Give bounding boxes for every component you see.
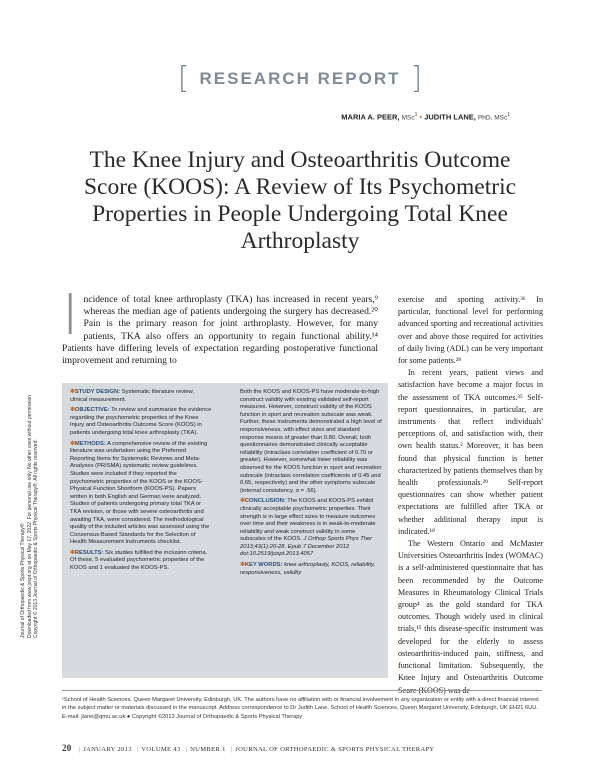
abstract-text: Systematic literature review, clinical measurement.: [70, 389, 194, 403]
abstract-text: A comprehensive review of the existing literature was undertaken using the Preferred Reporting Items for Systematic Reviews and Meta-Analyses (PRISMA) systematic review guidelines. Studies were included if they reported the psychometric properties of the KOOS or the KOOS-Physical Function Shortform (KOOS-PS). Papers written in both English and German were analyzed. Studies of patients undergoing primary total TKA or TKA revision, or those with severe osteoarthritis and awaiting TKA, were considered. The methodological quality of the included articles was assessed using the Consensus-Based Standards for the Selection of Health Measurement Instruments checklist.: [70, 440, 210, 546]
footer-number: NUMBER 1: [190, 746, 226, 753]
citation: J Orthop Sports Phys Ther 2013;43(1):20-28. Epub 7 December 2012. doi:10.2519/jospt.2013.4057: [240, 536, 373, 558]
author1-affiliation: 1: [414, 112, 418, 118]
section-header: [0, 62, 600, 96]
side-notice-line2: Downloaded from www.jospt.org at on May 17, 2022. For personal use only. No other uses without permission.: [26, 393, 33, 638]
footer-volume: VOLUME 43: [141, 746, 181, 753]
left-bracket: [: [177, 61, 190, 96]
abstract-left-column: [70, 389, 212, 576]
author-separator: •: [419, 112, 423, 122]
body-paragraph: The Western Ontario and McMaster Universities Osteoarthritis Index (WOMAC) is a self-administered questionnaire that has been recommended by the Outcome Measures in Rheumatology Clinical Trials group⁴ as the gold standard for TKA outcomes. Though widely used in clinical trials,¹⁵ this disease-specific instrument was developed for the elderly to assess osteoarthritis-induced pain, stiffness, and functional limitation. Subsequently, the Knee Injury and Osteoarthritis Outcome Score (KOOS) was de-: [398, 539, 543, 695]
footer-month: JANUARY 2013: [83, 746, 132, 753]
abstract-label: OBJECTIVE:: [74, 407, 110, 414]
abstract-results-continued: Both the KOOS and KOOS-PS have moderate-to-high construct validity with existing validated self-report measures. However, construct validity of the KOOS function in sport and recreation subscale was weak. Further, these instruments demonstrated a high level of responsiveness, with effect sizes and standard response means of greater than 0.80. Overall, both questionnaires demonstrated clinically acceptable reliability (intraclass correlation coefficient of 0.70 or greater). However, somewhat lower reliability was observed for the KOOS function in sport and recreation subscale (intraclass correlation coefficients of 0.45 and 0.65, respectively) and the other symptoms subscale (internal consistency, α = .56).: [240, 389, 382, 494]
abstract-section: ✱RESULTS: Six studies fulfilled the inclusion criteria. Of these, 5 evaluated psychometric properties of the KOOS and 1 evaluated the KOOS-PS.: [70, 549, 208, 572]
abstract-box: [62, 383, 388, 678]
abstract-section: ✱METHODS: A comprehensive review of the existing literature was undertaken using the Preferred Reporting Items for Systematic Reviews and Meta-Analyses (PRISMA) systematic review guidelines. Studies were included if they reported the psychometric properties of the KOOS or the KOOS-Physical Function Shortform (KOOS-PS). Papers written in both English and German were analyzed. Studies of patients undergoing primary total TKA or TKA revision, or those with severe osteoarthritis and awaiting TKA, were considered. The methodological quality of the included articles was assessed using the Consensus-Based Standards for the Selection of Health Measurement Instruments checklist.: [70, 440, 210, 546]
drop-cap: I: [62, 283, 79, 348]
body-paragraph: In recent years, patient views and satisfaction have become a major focus in the assessment of TKA outcomes.³⁵ Self-report questionnaires, in particular, are instruments that reflect individuals' perceptions of, and satisfaction with, their own health status.² Moreover, it has been found that physical function is better characterized by patients themselves than by health professionals.²⁹ Self-report questionnaires can show whether patient expectations are fulfilled after TKA or whether additional therapy input is indicated.¹⁸: [398, 368, 543, 536]
intro-text: ncidence of total knee arthroplasty (TKA) has increased in recent years,⁹ whereas the median age of patients undergoing the surgery has decreased.²⁰ Pain is the primary reason for joint arthroplasty. However, for many patients, TKA also offers an opportunity to regain functional ability.¹⁴ Patients have differing levels of expectation regarding postoperative functional improvement and returning to: [62, 294, 378, 367]
right-bracket: ]: [410, 61, 423, 96]
author2-name: JUDITH LANE,: [424, 112, 476, 122]
side-notice-line1: Journal of Orthopaedic & Sports Physical Therapy®: [20, 523, 26, 638]
abstract-keywords: ✱KEY WORDS: knee arthroplasty, KOOS, reliability, responsiveness, validity: [240, 562, 376, 576]
abstract-right-column: [240, 389, 382, 580]
abstract-text: To review and summarize the evidence regarding the psychometric properties of the Knee Injury and Osteoarthritis Outcome Score (KOOS) in patients undergoing total knee arthroplasty (TKA).: [70, 407, 212, 436]
abstract-text: Six studies fulfilled the inclusion criteria. Of these, 5 evaluated psychometric properties of the KOOS and 1 evaluated the KOOS-PS.: [70, 549, 208, 572]
body-right-column: [398, 294, 543, 697]
footnote-divider: [62, 690, 542, 691]
page-number: 20: [62, 743, 72, 753]
abstract-label: STUDY DESIGN:: [74, 389, 121, 395]
body-paragraph: exercise and sporting activity.³⁶ In particular, functional level for performing advanced sporting and recreational activities over and above those required for activities of daily living (ADL) can be very important for some patients.²⁸: [398, 295, 543, 366]
abstract-conclusion: ✱CONCLUSION: The KOOS and KOOS-PS exhibit clinically acceptable psychometric properties. Their strength is in large effect sizes to measure outcomes over time and their weakness is in weak-to-moderate reliability and weak construct validity in some subscales of the KOOS. J Orthop Sports Phys Ther 2013;43(1):20-28. Epub 7 December 2012. doi:10.2519/jospt.2013.4057: [240, 498, 376, 558]
abstract-label: RESULTS:: [74, 549, 104, 556]
footnote: ¹School of Health Sciences, Queen Margaret University, Edinburgh, UK. The authors have no affiliation with or financial involvement in any organization or entity with a direct financial interest in the subject matter or materials discussed in the manuscript. Address correspondence to Dr Judith Lane, School of Health Sciences, Queen Margaret University, Edinburgh, UK EH21 6UU. E-mail: jlane@qmu.ac.uk ● Copyright ©2013 Journal of Orthopaedic & Sports Physical Therapy: [62, 697, 539, 720]
section-title: RESEARCH REPORT: [199, 69, 401, 88]
running-footer: 20 | JANUARY 2013 | VOLUME 43 | NUMBER 1 | JOURNAL OF ORTHOPAEDIC & SPORTS PHYSICAL THERAPY: [62, 743, 435, 753]
author1-name: MARIA A. PEER,: [341, 112, 400, 122]
abstract-section: ✱OBJECTIVE: To review and summarize the evidence regarding the psychometric properties of the Knee Injury and Osteoarthritis Outcome Score (KOOS) in patients undergoing total knee arthroplasty (TKA).: [70, 407, 212, 436]
authors-line: [341, 112, 510, 122]
article-title: The Knee Injury and Osteoarthritis Outcome Score (KOOS): A Review of Its Psychometric Properties in People Undergoing Total Knee Arthroplasty: [83, 147, 517, 254]
footer-journal: JOURNAL OF ORTHOPAEDIC & SPORTS PHYSICAL THERAPY: [235, 746, 435, 753]
abstract-label: METHODS:: [74, 440, 106, 447]
intro-paragraph: [62, 283, 378, 367]
author1-degree: MSc: [401, 114, 415, 122]
side-notice-line3: Copyright © 2013 Journal of Orthopaedic & Sports Physical Therapy®. All rights reserved.: [33, 439, 40, 638]
author2-affiliation: 1: [507, 112, 510, 118]
author2-degree: PhD, MSc: [477, 114, 508, 122]
abstract-section: ✱STUDY DESIGN: Systematic literature review, clinical measurement.: [70, 389, 194, 403]
